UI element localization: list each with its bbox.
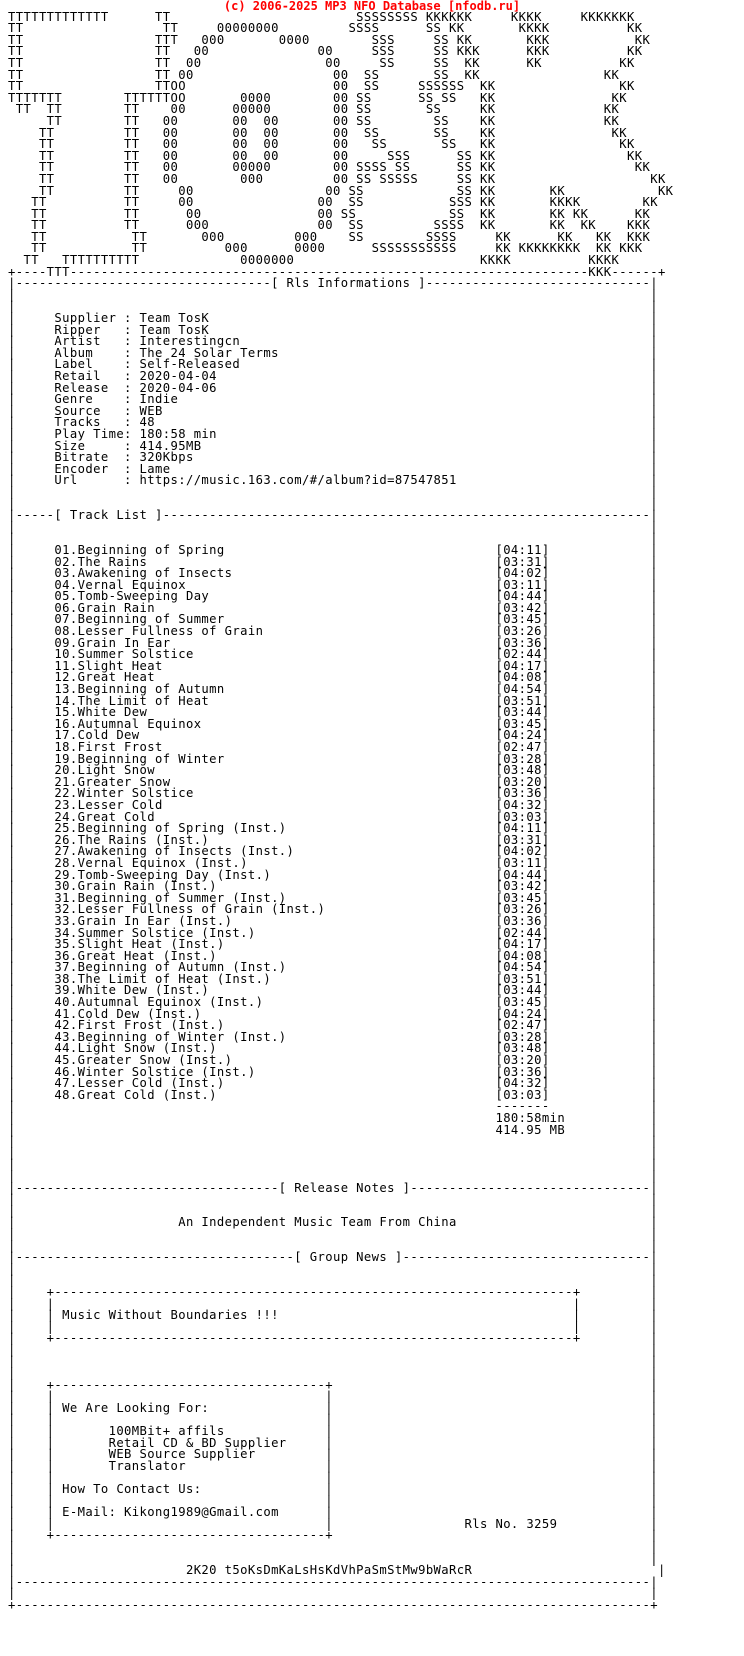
logo-line: TT TTOO 00 SS SSSSSS KK KK [8,79,635,94]
body-line: | 21.Greater Snow [03:20] | [8,774,658,789]
body-line: | | | | [8,1412,658,1427]
body-line: | | E-Mail: Kikong1989@Gmail.com | | [8,1505,658,1520]
body-line: | 44.Light Snow (Inst.) [03:48] | [8,1041,658,1056]
body-line: | 09.Grain In Ear [03:36] | [8,635,658,650]
copyright-header: (c) 2006-2025 MP3 NFO Database [nfodb.ru] [0,0,744,12]
body-line: | 40.Autumnal Equinox (Inst.) [03:45] | [8,995,658,1010]
body-line: | | [8,1354,658,1369]
body-line: |----------------------------------[ Release Notes ]-------------------------------| [8,1180,658,1195]
body-line: | 34.Summer Solstice (Inst.) [02:44] | [8,925,658,940]
logo-line: TT TT 00 00 SS SS KK KK KK [8,55,635,70]
body-line: | 04.Vernal Equinox [03:11] | [8,577,658,592]
body-line: | An Independent Music Team From China | [8,1215,658,1230]
body-line: | +-----------------------------------+ | [8,1528,658,1543]
logo-line: TT TT 00 00 00 00 SS SS KK KK [8,137,635,152]
body-line: | 27.Awakening of Insects (Inst.) [04:02] | [8,844,658,859]
body-line: | 11.Slight Heat [04:17] | [8,658,658,673]
body-line: | | [8,484,658,499]
body-line: | 41.Cold Dew (Inst.) [04:24] | [8,1006,658,1021]
body-line: | 20.Light Snow [03:48] | [8,763,658,778]
logo-line: TT TT 00000000 SSSS SS KK KKKK KK [8,21,643,36]
body-line: | 02.The Rains [03:31] | [8,554,658,569]
logo-line: TT TT 000 000 SS SSSS KK KK KK KKK [8,229,651,244]
logo-line: TT TT 00 00000 00 SSSS SS SS KK KK [8,160,651,175]
body-line: | | | | [8,1493,658,1508]
body-line: | Encoder : Lame | [8,461,658,476]
body-line: | | [8,1238,658,1253]
body-line: | | [8,287,658,302]
body-line: | 46.Winter Solstice (Inst.) [03:36] | [8,1064,658,1079]
logo-line: TT TT 000 00 SS SSSS KK KK KK KKK [8,218,651,233]
body-line: | 30.Grain Rain (Inst.) [03:42] | [8,879,658,894]
body-line: | ------- | [8,1099,658,1114]
logo-line: +----TTT-------------------------------------------------------------------KKK------+ [8,264,666,279]
body-line: | | [8,1145,658,1160]
logo-line: TT TT 00 00 SS SS KK KK KK KK [8,206,651,221]
body-line: | 16.Autumnal Equinox [03:45] | [8,716,658,731]
logo-line: TT TT 00 00 SS SS KK KK KK [8,183,674,198]
body-line: | | | Rls No. 3259 | [8,1516,658,1531]
body-line: | 22.Winter Solstice [03:36] | [8,786,658,801]
body-line: | | WEB Source Supplier | | [8,1447,658,1462]
body-line: | Album : The 24 Solar Terms | [8,345,658,360]
body-line: | 42.First Frost (Inst.) [02:47] | [8,1018,658,1033]
body-line: | 06.Grain Rain [03:42] | [8,600,658,615]
body-line: | 180:58min | [8,1111,658,1125]
body-line: | 23.Lesser Cold [04:32] | [8,797,658,812]
body-line: | | We Are Looking For: | | [8,1400,658,1415]
body-line: | Release : 2020-04-06 | [8,380,658,395]
body-line: | | Music Without Boundaries !!! | | [8,1308,658,1323]
body-line: | Tracks : 48 | [8,415,658,430]
logo-line: TT TTTTTTTTTT 0000000 KKKK KKKK [8,253,620,268]
body-line: |-----[ Track List ]---------------------------------------------------------------| [8,508,658,523]
logo-line: TT TT TT 00 00000 00 SS SS KK KK [8,102,620,117]
body-line: | | [8,1134,658,1149]
logo-line: TT TT 000 0000 SSSSSSSSSSS KK KKKKKKKK KK KKK [8,241,643,256]
body-line: | 38.The Limit of Heat (Inst.) [03:51] | [8,971,658,986]
body-line: | Ripper : Team TosK | [8,322,658,337]
body-line: | | [8,299,658,314]
body-line: | | [8,1366,658,1381]
logo-line: TT TT 00 00 00 00 SSS SS KK KK [8,148,643,163]
body-line: | | [8,1273,658,1288]
logo-line: TT TTT 000 0000 SSS SS KK KKK KK [8,32,651,47]
body-line: | Play Time: 180:58 min | [8,426,658,441]
body-line: | Genre : Indie | [8,392,658,407]
logo-line: TT TT 00 00 SS SS KK KK [8,67,620,82]
body-line: | | [8,1551,658,1566]
body-line: | Url : https://music.163.com/#/album?id=87547851 | [8,473,658,488]
body-line: | | [8,1226,658,1241]
body-line: | | Retail CD & BD Supplier | | [8,1435,658,1450]
body-line: | +-------------------------------------------------------------------+ | [8,1284,658,1299]
logo-line: TT TT 00 00 SSS SS KKK KKK KK [8,44,643,59]
body-line: | Size : 414.95MB | [8,438,658,453]
body-line: | 35.Slight Heat (Inst.) [04:17] | [8,937,658,952]
logo-line: TTTTTTT TTTTTTOO 0000 00 SS SS SS KK KK [8,90,627,105]
body-line: | Bitrate : 320Kbps | [8,450,658,465]
body-line: | Artist : Interestingcn | [8,334,658,349]
body-line: | 13.Beginning of Autumn [04:54] | [8,682,658,697]
body-line: | 26.The Rains (Inst.) [03:31] | [8,832,658,847]
body-line: | | [8,531,658,546]
body-line: | 47.Lesser Cold (Inst.) [04:32] | [8,1076,658,1091]
body-line: | | [8,1261,658,1276]
body-line: | 45.Greater Snow (Inst.) [03:20] | [8,1053,658,1068]
body-line: | 25.Beginning of Spring (Inst.) [04:11] | [8,821,658,836]
body-line: | | [8,1157,658,1172]
body-line: | 2K20 t5oKsDmKaLsHsKdVhPaSmStMw9bWaRcR | [8,1563,666,1578]
body-line: | 19.Beginning of Winter [03:28] | [8,751,658,766]
body-line: | 05.Tomb-Sweeping Day [04:44] | [8,589,658,604]
body-line: | 03.Awakening of Insects [04:02] | [8,566,658,581]
body-line: | 32.Lesser Fullness of Grain (Inst.) [03:26] | [8,902,658,917]
body-line: | +-------------------------------------------------------------------+ | [8,1331,658,1346]
body-line: |----------------------------------------------------------------------------------| [8,1574,658,1589]
logo-line: TT TT 00 000 00 SS SSSSS SS KK KK [8,171,666,186]
body-line: | 01.Beginning of Spring [04:11] | [8,542,658,557]
body-line: | | | | [8,1296,658,1311]
body-line: | 36.Great Heat (Inst.) [04:08] | [8,948,658,963]
body-line: +----------------------------------------------------------------------------------+ [8,1597,658,1612]
body-line: | 08.Lesser Fullness of Grain [03:26] | [8,624,658,639]
body-line: | 24.Great Cold [03:03] | [8,809,658,824]
body-line: | | [8,1168,658,1183]
body-line: | | [8,1342,658,1357]
body-line: | | [8,1539,658,1554]
body-line: | | [8,519,658,534]
logo-line: TTTTTTTTTTTTT TT SSSSSSSS KKKKKK KKKK KKKKKKK [8,9,635,24]
body-line: | 48.Great Cold (Inst.) [03:03] | [8,1087,658,1102]
body-line: | 14.The Limit of Heat [03:51] | [8,693,658,708]
body-line: | | [8,1192,658,1207]
body-line: | | [8,1203,658,1218]
body-line: | 10.Summer Solstice [02:44] | [8,647,658,662]
body-line: | 12.Great Heat [04:08] | [8,670,658,685]
body-line: | Label : Self-Released | [8,357,658,372]
body-line: | 33.Grain In Ear (Inst.) [03:36] | [8,913,658,928]
body-line: |------------------------------------[ Group News ]--------------------------------| [8,1250,658,1265]
body-line: | | | | [8,1319,658,1334]
body-line: | Supplier : Team TosK | [8,311,658,326]
body-line: | | | | [8,1470,658,1485]
body-line: | 18.First Frost [02:47] | [8,740,658,754]
body-line: | | [8,496,658,511]
body-line: | 43.Beginning of Winter (Inst.) [03:28] | [8,1029,658,1044]
logo-line: TT TT 00 00 SS SSS KK KKKK KK [8,195,658,210]
body-line: | 39.White Dew (Inst.) [03:44] | [8,983,658,998]
body-line: | 17.Cold Dew [04:24] | [8,728,658,743]
body-line: | 29.Tomb-Sweeping Day (Inst.) [04:44] | [8,867,658,882]
body-line: | 28.Vernal Equinox (Inst.) [03:11] | [8,855,658,870]
body-line: | 37.Beginning of Autumn (Inst.) [04:54] | [8,960,658,975]
body-line: | 07.Beginning of Summer [03:45] | [8,612,658,627]
nfo-text [8,0,673,1612]
body-line: | Source : WEB | [8,403,658,418]
body-line: | 15.White Dew [03:44] | [8,705,658,720]
body-line: | +-----------------------------------+ | [8,1377,658,1392]
body-line: | Retail : 2020-04-04 | [8,369,658,383]
body-line: | | | | [8,1389,658,1404]
body-line: | | How To Contact Us: | | [8,1482,658,1496]
body-line: | 31.Beginning of Summer (Inst.) [03:45] | [8,890,658,905]
body-line: |---------------------------------[ Rls Informations ]-----------------------------| [8,276,658,291]
logo-line: TT TT 00 00 00 00 SS SS KK KK [8,113,620,128]
body-line: | 414.95 MB | [8,1122,658,1137]
body-line: | | 100MBit+ affils | | [8,1424,658,1439]
logo-line: TT TT 00 00 00 00 SS SS KK KK [8,125,627,140]
body-line: | | [8,1586,658,1601]
body-line: | | Translator | | [8,1458,658,1473]
